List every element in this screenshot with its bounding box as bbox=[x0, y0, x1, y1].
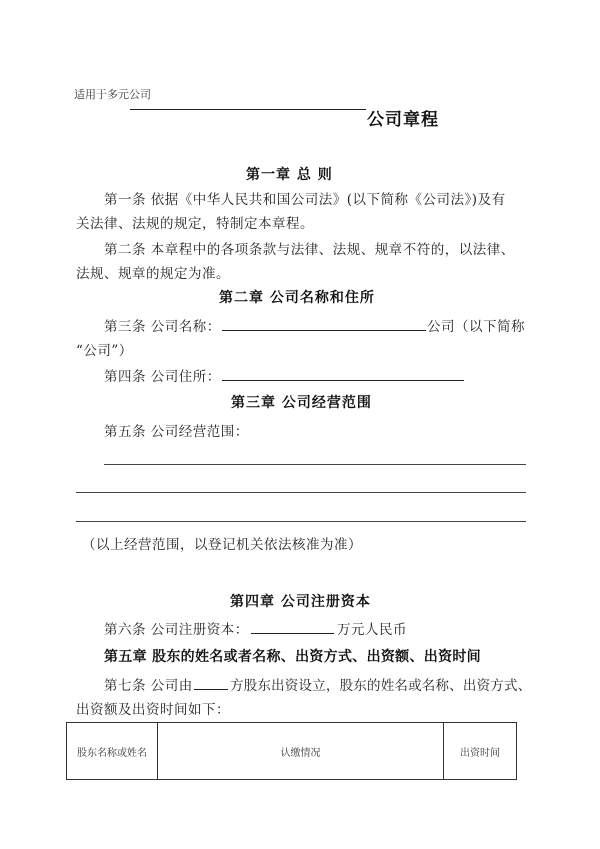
article-2-line-1: 第二条 本章程中的各项条款与法律、法规、规章不符的，以法律、 bbox=[104, 242, 515, 258]
chapter-4-title: 第四章 公司注册资本 bbox=[230, 594, 371, 610]
chapter-5-title: 第五章 股东的姓名或者名称、出资方式、出资额、出资时间 bbox=[104, 649, 481, 665]
shareholder-table bbox=[66, 722, 517, 780]
article-6-suffix: 万元人民币 bbox=[337, 622, 407, 638]
article-7-suffix: 方股东出资设立，股东的姓名或名称、出资方式、 bbox=[230, 678, 532, 694]
article-5-label: 第五条 公司经营范围： bbox=[104, 424, 249, 440]
company-name-field[interactable] bbox=[222, 330, 426, 331]
company-address-field[interactable] bbox=[222, 380, 464, 381]
business-scope-line-1[interactable] bbox=[104, 464, 526, 465]
header-subscription: 认缴情况 bbox=[158, 723, 444, 780]
chapter-1-title: 第一章 总 则 bbox=[246, 167, 333, 183]
business-scope-line-3[interactable] bbox=[76, 521, 526, 522]
company-name-blank[interactable] bbox=[130, 109, 366, 110]
business-scope-line-2[interactable] bbox=[76, 492, 526, 493]
shareholder-count-field[interactable] bbox=[194, 689, 228, 690]
business-scope-note: （以上经营范围，以登记机关依法核准为准） bbox=[82, 537, 362, 553]
article-1-line-2: 关法律、法规的规定，特制定本章程。 bbox=[76, 216, 314, 232]
article-6-label: 第六条 公司注册资本： bbox=[104, 622, 249, 638]
article-3-label: 第三条 公司名称： bbox=[104, 319, 221, 335]
header-shareholder-name: 股东名称或姓名 bbox=[67, 723, 158, 780]
document-title: 公司章程 bbox=[367, 110, 439, 130]
article-4-label: 第四条 公司住所： bbox=[104, 369, 221, 385]
article-7-line-2: 出资额及出资时间如下： bbox=[76, 702, 230, 718]
article-3-suffix: 公司（以下简称 bbox=[427, 319, 525, 335]
article-3-line-2: “公司”） bbox=[76, 343, 133, 359]
header-contribution-time: 出资时间 bbox=[444, 723, 517, 780]
table-header-row bbox=[67, 723, 517, 780]
applicability-note: 适用于多元公司 bbox=[74, 88, 151, 101]
article-7-prefix: 第七条 公司由 bbox=[104, 678, 193, 694]
registered-capital-field[interactable] bbox=[251, 633, 334, 634]
article-2-line-2: 法规、规章的规定为准。 bbox=[76, 266, 230, 282]
article-1-line-1: 第一条 依据《中华人民共和国公司法》(以下简称《公司法》)及有 bbox=[104, 192, 506, 208]
chapter-3-title: 第三章 公司经营范围 bbox=[231, 395, 372, 411]
chapter-2-title: 第二章 公司名称和住所 bbox=[219, 290, 375, 306]
